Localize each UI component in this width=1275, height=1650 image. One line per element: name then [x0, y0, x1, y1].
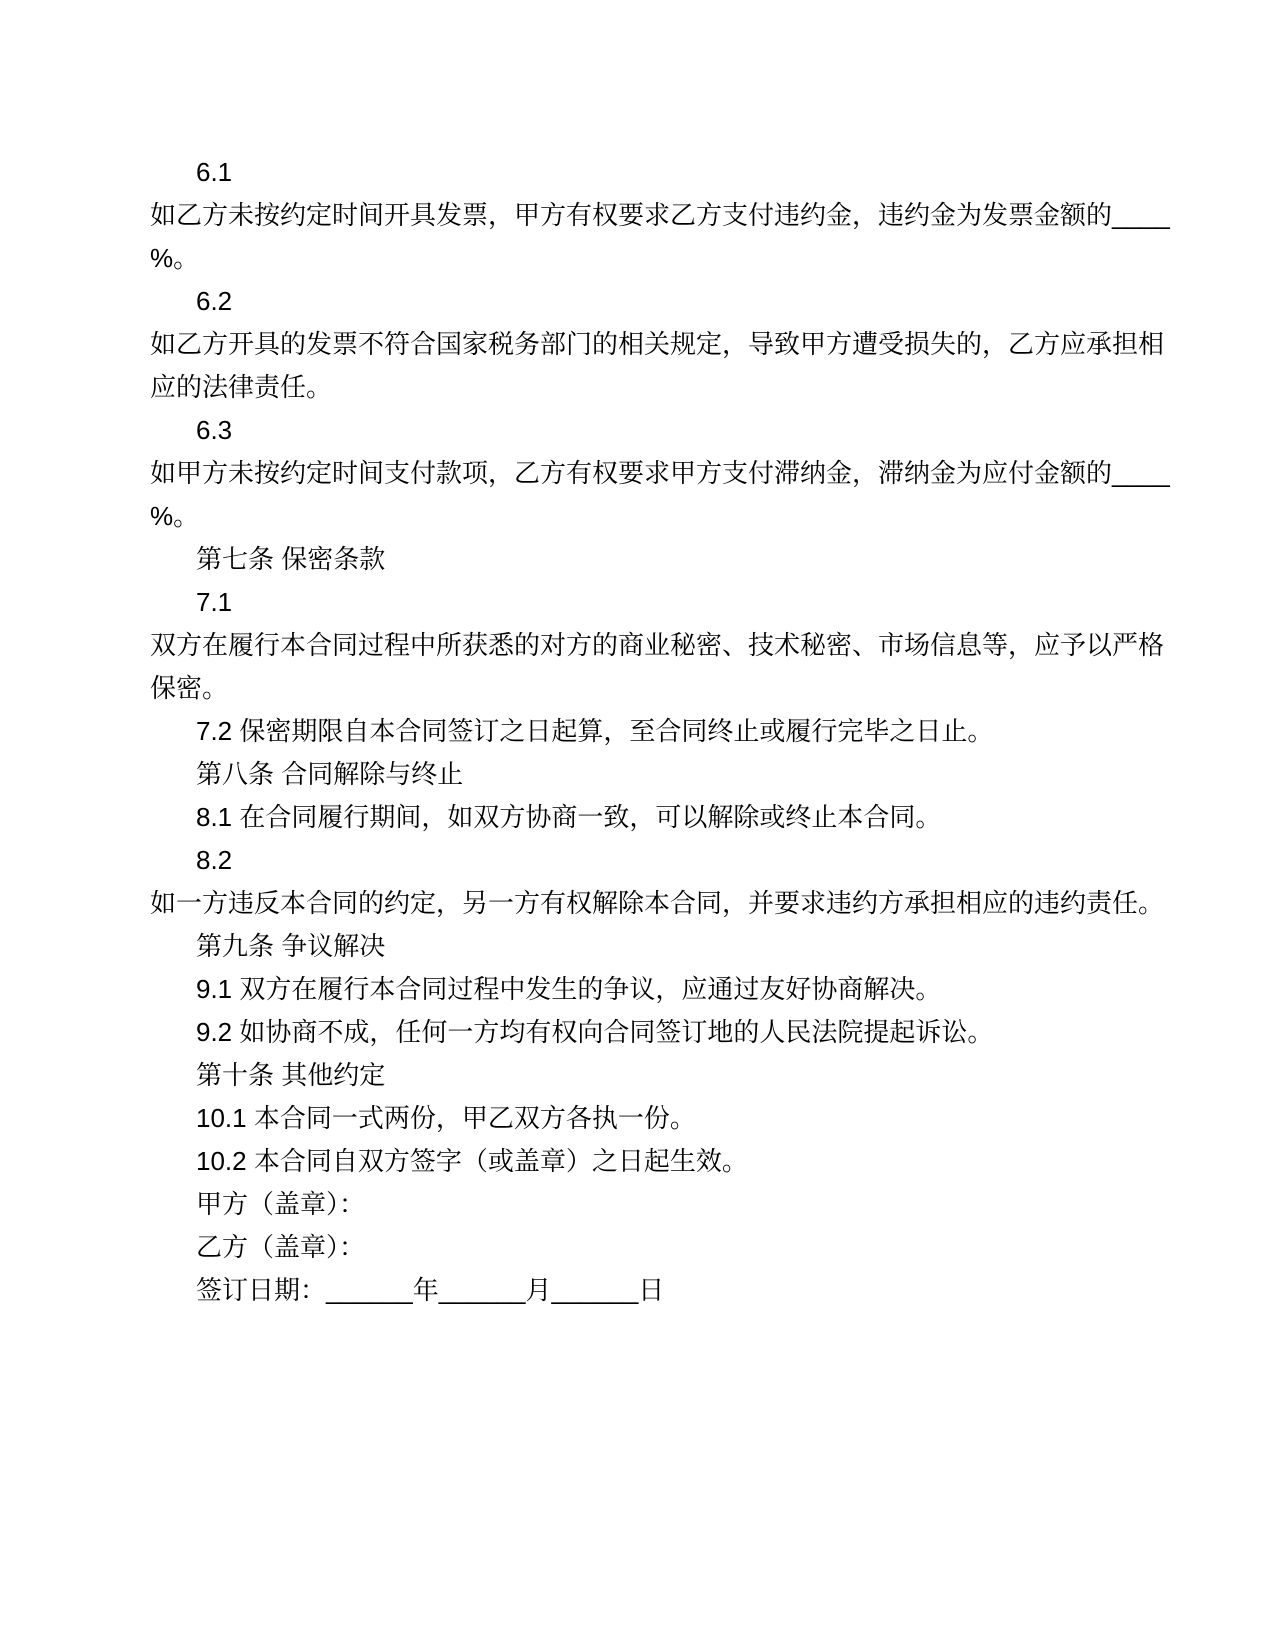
clause-number-6-3: 6.3	[196, 415, 233, 445]
clause-number-8-2: 8.2	[196, 845, 233, 875]
clause-9-2: 9.2 如协商不成，任何一方均有权向合同签订地的人民法院提起诉讼。	[196, 1017, 994, 1047]
clause-number-6-1: 6.1	[196, 157, 233, 187]
clause-text: 如一方违反本合同的约定，另一方有权解除本合同，并要求违约方承担相应的违约责任。	[150, 888, 1165, 918]
article-9-title: 第九条 争议解决	[196, 931, 386, 961]
clause-number-6-2: 6.2	[196, 286, 233, 316]
clause-text: 如乙方开具的发票不符合国家税务部门的相关规定，导致甲方遭受损失的，乙方应承担相	[150, 329, 1165, 359]
clause-text: 如乙方未按约定时间开具发票，甲方有权要求乙方支付违约金，违约金为发票金额的____	[150, 200, 1170, 230]
clause-7-2: 7.2 保密期限自本合同签订之日起算，至合同终止或履行完毕之日止。	[196, 716, 994, 746]
clause-8-1: 8.1 在合同履行期间，如双方协商一致，可以解除或终止本合同。	[196, 802, 942, 832]
article-8-title: 第八条 合同解除与终止	[196, 759, 464, 789]
clause-9-1: 9.1 双方在履行本合同过程中发生的争议，应通过友好协商解决。	[196, 974, 942, 1004]
clause-10-2: 10.2 本合同自双方签字（或盖章）之日起生效。	[196, 1146, 748, 1176]
signing-date-line: 签订日期：______年______月______日	[196, 1275, 665, 1305]
article-10-title: 第十条 其他约定	[196, 1060, 386, 1090]
party-a-seal-line: 甲方（盖章）：	[196, 1189, 366, 1219]
clause-number-7-1: 7.1	[196, 587, 233, 617]
party-b-seal-line: 乙方（盖章）：	[196, 1232, 366, 1262]
contract-body	[150, 151, 1170, 1312]
article-7-title: 第七条 保密条款	[196, 544, 386, 574]
clause-text: 保密。	[150, 673, 229, 703]
clause-text: 应的法律责任。	[150, 372, 333, 402]
clause-text: 双方在履行本合同过程中所获悉的对方的商业秘密、技术秘密、市场信息等，应予以严格	[150, 630, 1165, 660]
clause-text: 如甲方未按约定时间支付款项，乙方有权要求甲方支付滞纳金，滞纳金为应付金额的____	[150, 458, 1170, 488]
clause-text: %。	[150, 501, 200, 531]
clause-text: %。	[150, 243, 200, 273]
clause-10-1: 10.1 本合同一式两份，甲乙双方各执一份。	[196, 1103, 696, 1133]
